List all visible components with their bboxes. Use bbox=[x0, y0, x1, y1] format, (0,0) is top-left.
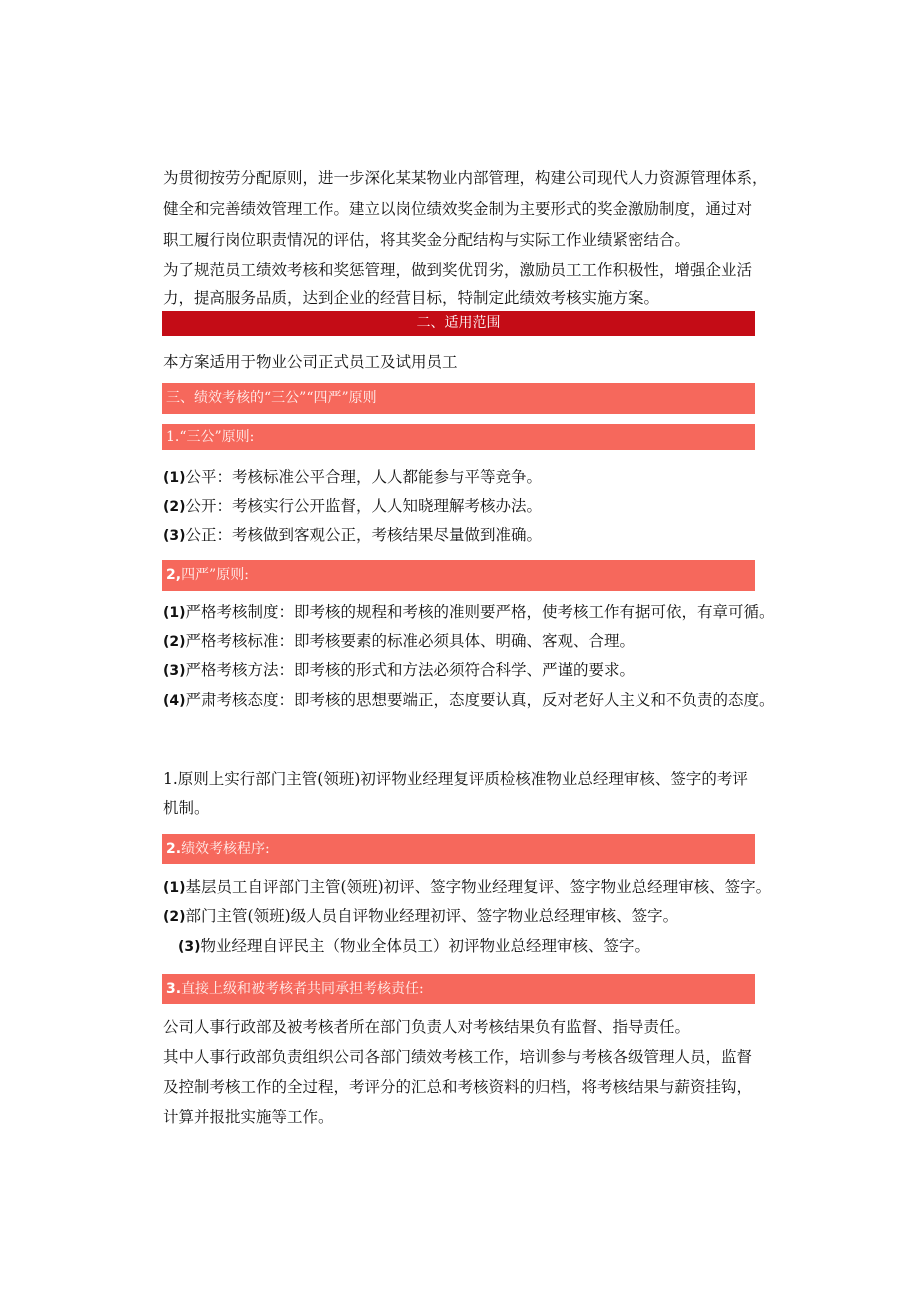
responsibility-line-3: 及控制考核工作的全过程，考评分的汇总和考核资料的归档，将考核结果与薪资挂钩， bbox=[163, 1078, 753, 1096]
item-text: 公正：考核做到客观公正，考核结果尽量做到准确。 bbox=[185, 526, 543, 544]
responsibility-line-4: 计算并报批实施等工作。 bbox=[163, 1108, 334, 1126]
subheader-sangong: 1.“三公”原则: bbox=[162, 424, 755, 450]
procedure-item-1 bbox=[163, 875, 771, 900]
sangong-item-1 bbox=[163, 465, 542, 490]
intro-line-1: 为贯彻按劳分配原则，进一步深化某某物业内部管理，构建公司现代人力资源管理体系， bbox=[163, 169, 768, 187]
item-number: (2) bbox=[163, 909, 186, 925]
subheader-responsibility bbox=[162, 974, 755, 1004]
intro-line-4: 为了规范员工绩效考核和奖惩管理，做到奖优罚劣，激励员工工作积极性，增强企业活 bbox=[163, 261, 753, 279]
section-header-principles: 三、绩效考核的“三公”“四严”原则 bbox=[162, 383, 755, 414]
mechanism-line-1: 1.原则上实行部门主管(领班)初评物业经理复评质检核准物业总经理审核、签字的考评 bbox=[163, 770, 748, 788]
responsibility-line-2: 其中人事行政部负责组织公司各部门绩效考核工作，培训参与考核各级管理人员，监督 bbox=[163, 1048, 753, 1066]
mechanism-line-2: 机制。 bbox=[163, 799, 210, 817]
subheader-text: 直接上级和被考核者共同承担考核责任: bbox=[181, 981, 424, 997]
item-text: 部门主管(领班)级人员自评物业经理初评、签字物业总经理审核、签字。 bbox=[185, 907, 679, 925]
subheader-number: 2. bbox=[166, 841, 182, 857]
item-number: (2) bbox=[163, 634, 186, 650]
intro-line-3: 职工履行岗位职责情况的评估，将其奖金分配结构与实际工作业绩紧密结合。 bbox=[163, 231, 691, 249]
item-number: (3) bbox=[163, 528, 186, 544]
siyan-item-3 bbox=[163, 658, 635, 683]
sangong-item-2 bbox=[163, 494, 542, 519]
subheader-number: 3. bbox=[166, 981, 182, 997]
item-number: (3) bbox=[178, 939, 201, 955]
responsibility-line-1: 公司人事行政部及被考核者所在部门负责人对考核结果负有监督、指导责任。 bbox=[163, 1018, 691, 1036]
item-text: 严格考核制度：即考核的规程和考核的准则要严格，使考核工作有据可依，有章可循。 bbox=[185, 603, 775, 621]
intro-line-5: 力，提高服务品质，达到企业的经营目标，特制定此绩效考核实施方案。 bbox=[163, 289, 660, 307]
siyan-item-1 bbox=[163, 600, 775, 625]
subheader-number: 2, bbox=[166, 567, 182, 583]
section-header-scope: 二、适用范围 bbox=[162, 311, 755, 336]
item-text: 严格考核方法：即考核的形式和方法必须符合科学、严谨的要求。 bbox=[185, 661, 636, 679]
item-text: 严肃考核态度：即考核的思想要端正，态度要认真，反对老好人主义和不负责的态度。 bbox=[185, 691, 775, 709]
item-text: 基层员工自评部门主管(领班)初评、签字物业经理复评、签字物业总经理审核、签字。 bbox=[185, 878, 772, 896]
item-text: 物业经理自评民主（物业全体员工）初评物业总经理审核、签字。 bbox=[200, 937, 651, 955]
item-number: (3) bbox=[163, 663, 186, 679]
siyan-item-4 bbox=[163, 688, 775, 713]
item-number: (1) bbox=[163, 605, 186, 621]
item-text: 公平：考核标准公平合理，人人都能参与平等竞争。 bbox=[185, 468, 543, 486]
procedure-item-2 bbox=[163, 904, 678, 929]
siyan-item-2 bbox=[163, 629, 635, 654]
item-text: 公开：考核实行公开监督，人人知晓理解考核办法。 bbox=[185, 497, 543, 515]
subheader-text: 四严”原则: bbox=[181, 567, 249, 583]
subheader-procedure bbox=[162, 834, 755, 864]
sangong-item-3 bbox=[163, 523, 542, 548]
item-number: (1) bbox=[163, 880, 186, 896]
subheader-siyan bbox=[162, 560, 755, 591]
procedure-item-3 bbox=[178, 934, 650, 959]
item-text: 严格考核标准：即考核要素的标准必须具体、明确、客观、合理。 bbox=[185, 632, 636, 650]
scope-text: 本方案适用于物业公司正式员工及试用员工 bbox=[163, 353, 458, 371]
item-number: (1) bbox=[163, 470, 186, 486]
intro-line-2: 健全和完善绩效管理工作。建立以岗位绩效奖金制为主要形式的奖金激励制度，通过对 bbox=[163, 200, 753, 218]
item-number: (2) bbox=[163, 499, 186, 515]
item-number: (4) bbox=[163, 693, 186, 709]
subheader-text: 绩效考核程序: bbox=[181, 841, 270, 857]
